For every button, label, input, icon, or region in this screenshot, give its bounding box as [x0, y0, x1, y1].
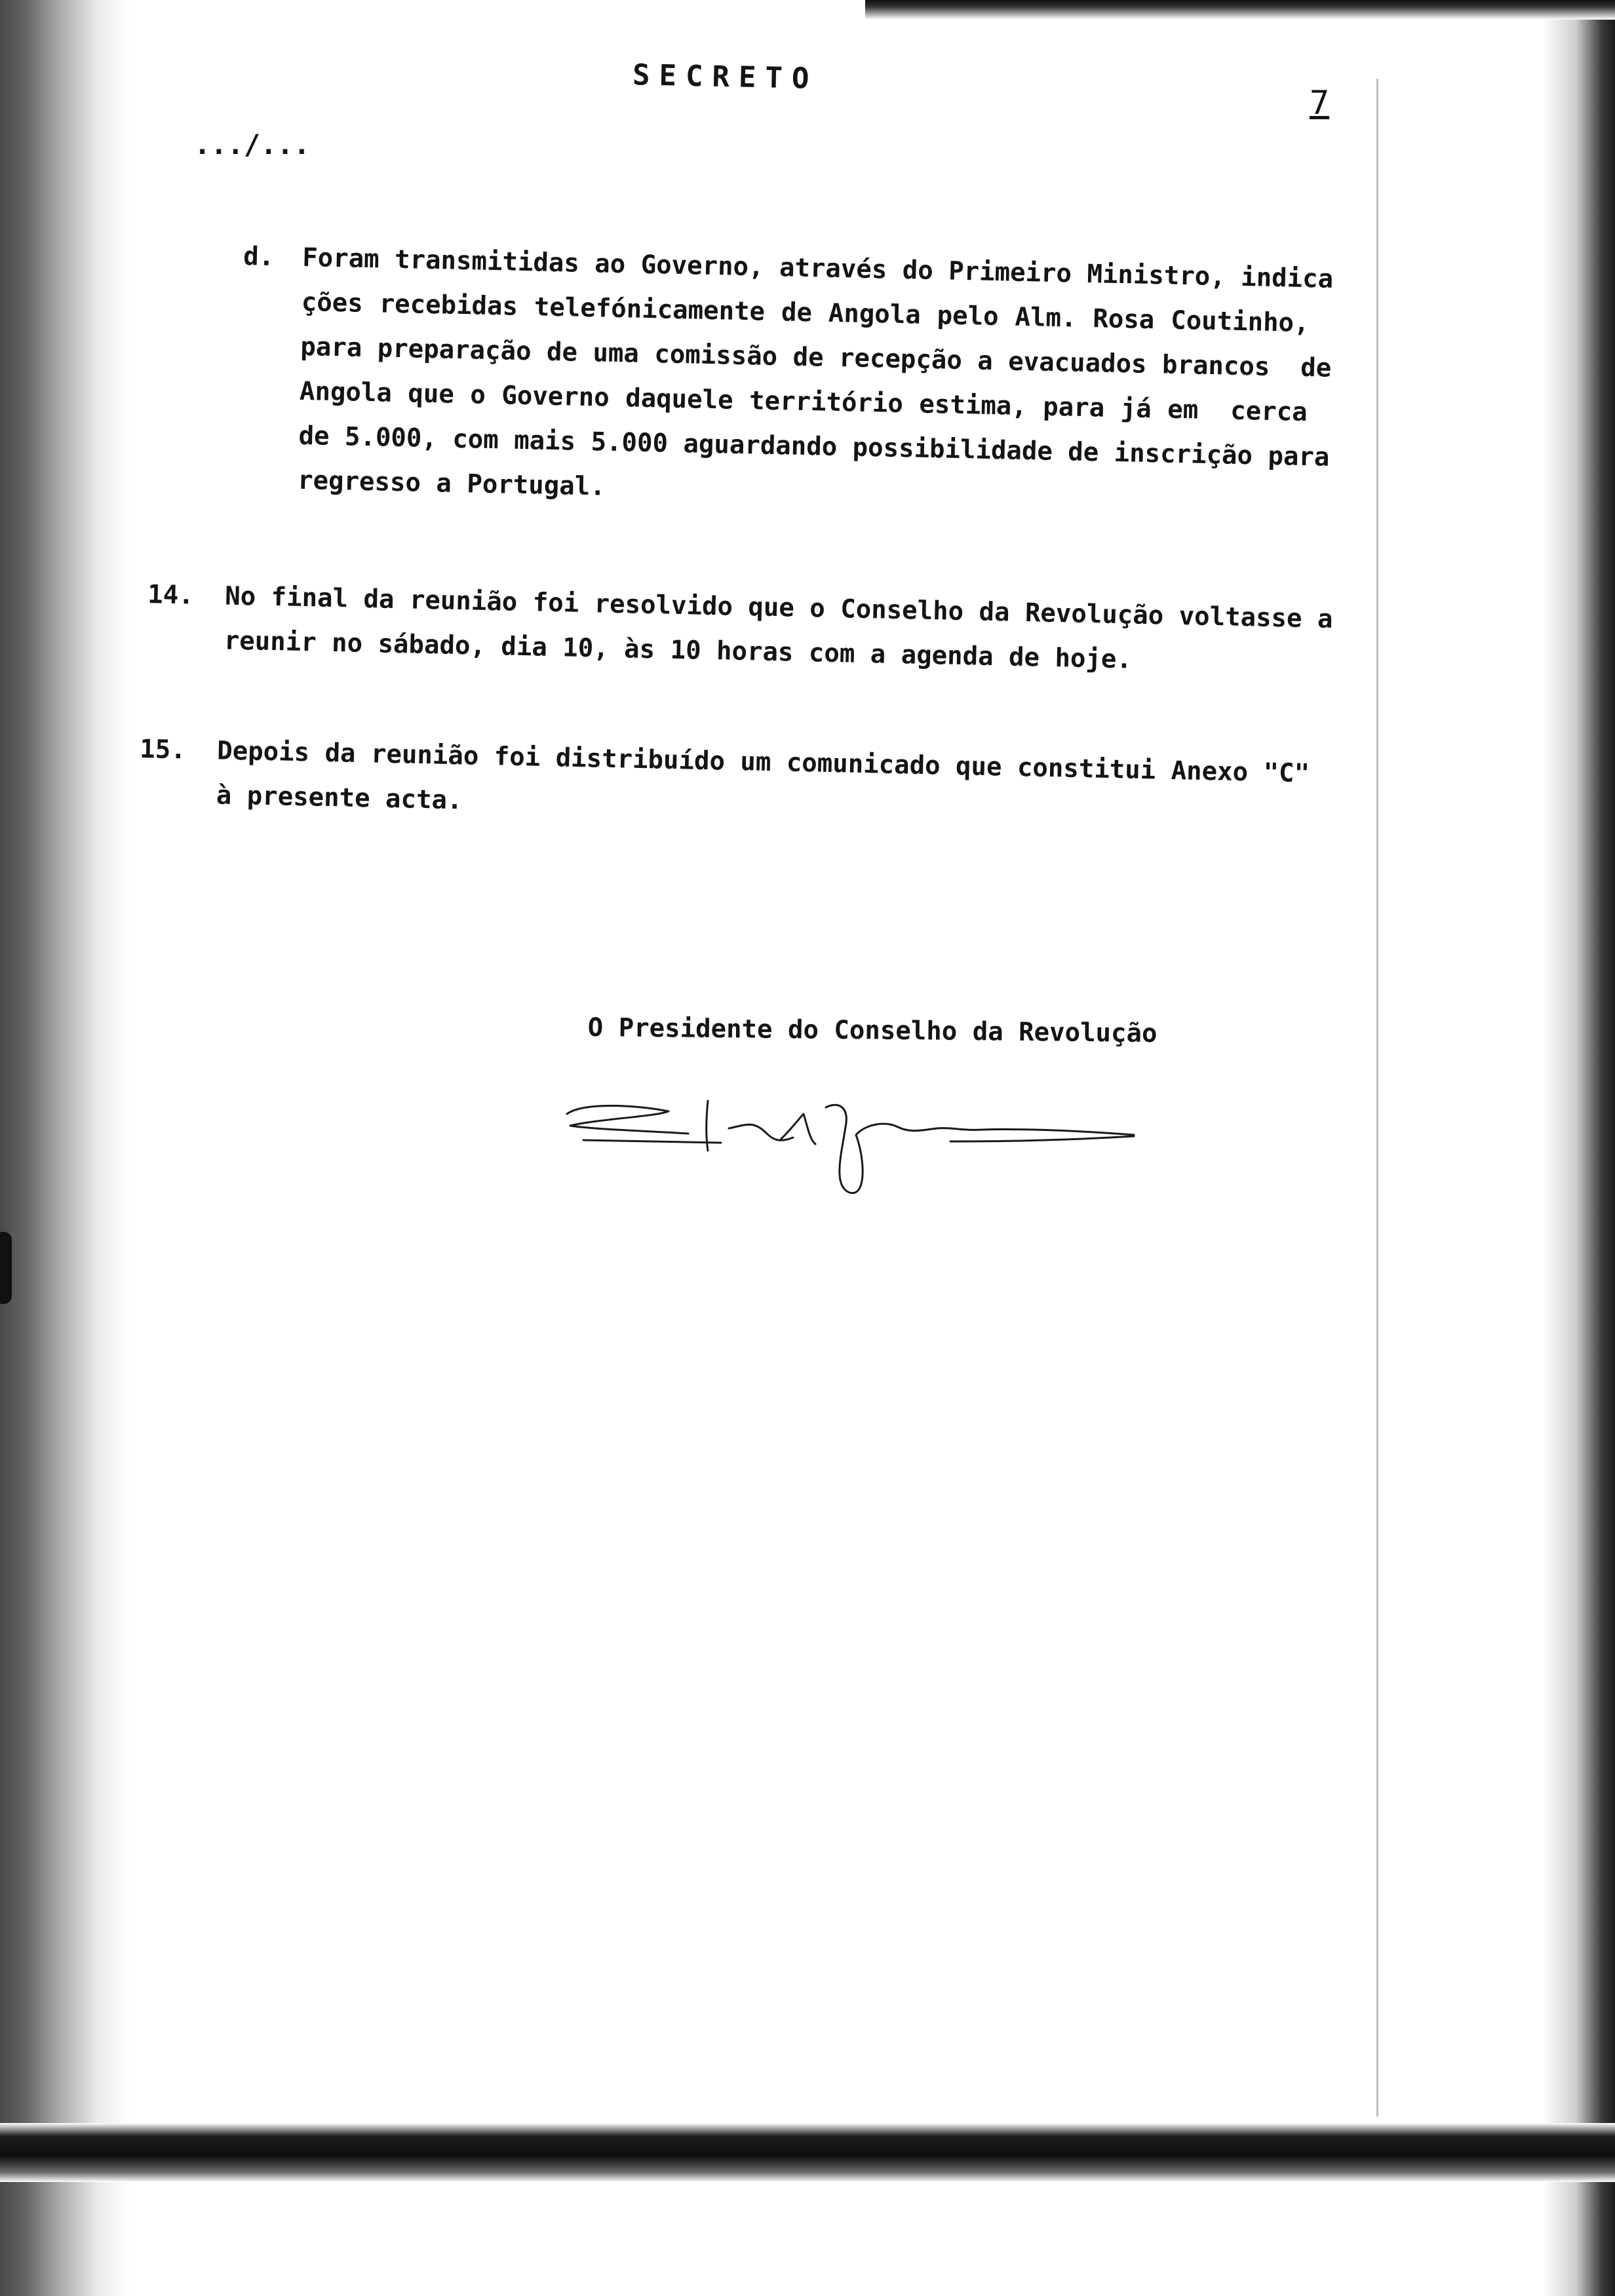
page-edge-rule [1376, 79, 1378, 2116]
paragraph-line: regresso a Portugal. [297, 465, 606, 502]
continuation-mark: .../... [194, 128, 311, 161]
paragraph-d [237, 235, 1357, 560]
paragraph-marker: 15. [139, 734, 187, 765]
paragraph-line: à presente acta. [216, 780, 463, 816]
paragraph-line: Angola que o Governo daquele território estima, para já em cerca [299, 376, 1308, 428]
scan-edge-bottom [0, 2123, 1615, 2182]
paragraph-body [216, 729, 1310, 840]
scan-edge-left [0, 0, 131, 2296]
paragraph-marker: 14. [147, 579, 195, 611]
paragraph-line: reunir no sábado, dia 10, às 10 horas com a agenda de hoje. [224, 626, 1133, 675]
paragraph-line: Depois da reunião foi distribuído um comunicado que constitui Anexo "C" [216, 736, 1310, 789]
scan-edge-top [865, 0, 1615, 20]
paragraph-body [297, 236, 1334, 524]
paragraph-body [224, 574, 1333, 686]
page-number: 7 [1310, 84, 1330, 122]
paragraph-line: Foram transmitidas ao Governo, através do Primeiro Ministro, indica [302, 242, 1334, 294]
paragraph-line: ções recebidas telefónicamente de Angola pelo Alm. Rosa Coutinho, [301, 287, 1310, 339]
paragraph-line: de 5.000, com mais 5.000 aguardando possibilidade de inscrição para [298, 421, 1330, 472]
paragraph-line: para preparação de uma comissão de recepção a evacuados brancos de [300, 332, 1332, 383]
paragraph-line: No final da reunião foi resolvido que o Conselho da Revolução voltasse a [224, 581, 1333, 634]
paragraph-15 [138, 727, 1320, 851]
classification-heading: SECRETO [632, 58, 819, 96]
paragraph-14 [146, 573, 1333, 696]
scan-edge-right [1543, 0, 1615, 2296]
signatory-caption: O Presidente do Conselho da Revolução [587, 1013, 1158, 1049]
paragraph-marker: d. [243, 241, 275, 272]
binding-hole-mark [0, 1232, 12, 1304]
handwritten-signature [557, 1088, 1147, 1219]
